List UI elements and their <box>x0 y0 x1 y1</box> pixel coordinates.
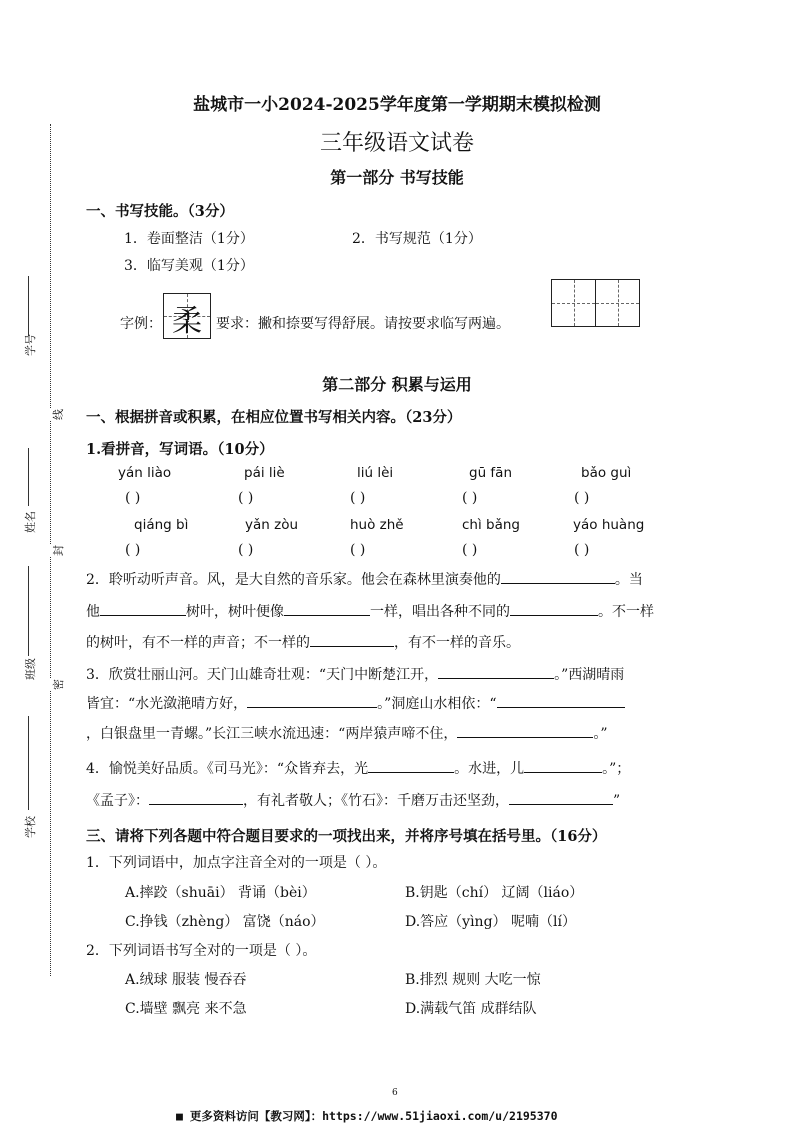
class-label: 班级 <box>24 658 37 680</box>
example-char: 柔 <box>172 304 202 339</box>
answer-paren-3[interactable]: ( ) <box>350 490 366 506</box>
answer-paren-7[interactable]: ( ) <box>238 542 254 558</box>
part2-title: 第二部分 积累与运用 <box>322 375 472 394</box>
mc2-option-d[interactable]: D.满载气笛 成群结队 <box>405 1001 537 1017</box>
writing-item-1: 1．卷面整洁（1分） <box>124 231 254 247</box>
q2-blank-5[interactable] <box>310 632 394 647</box>
answer-paren-5[interactable]: ( ) <box>574 490 590 506</box>
pinyin-6: qiáng bì <box>134 517 189 533</box>
q3-line-1: 3．欣赏壮丽山河。天门山雄奇壮观：“天门中断楚江开， 。”西湖晴雨 <box>86 664 624 684</box>
q3-blank-1[interactable] <box>438 664 554 679</box>
pinyin-3: liú lèi <box>357 465 394 481</box>
gutter-secret-mark: 密 <box>52 679 65 690</box>
answer-paren-2[interactable]: ( ) <box>238 490 254 506</box>
q3-line-3: ，白银盘里一青螺。”长江三峡水流迅速：“两岸猿声啼不住， 。” <box>86 723 608 743</box>
gutter-seal-mark: 封 <box>52 545 65 556</box>
q4-blank-3[interactable] <box>149 790 243 805</box>
copy-requirement: 要求：撇和捺要写得舒展。请按要求临写两遍。 <box>216 316 510 332</box>
q2-line-2: 他 树叶，树叶便像 一样，唱出各种不同的 。不一样 <box>86 601 654 621</box>
q3-blank-3[interactable] <box>497 693 625 708</box>
writing-item-2: 2．书写规范（1分） <box>352 231 482 247</box>
answer-paren-9[interactable]: ( ) <box>462 542 478 558</box>
school-blank[interactable] <box>28 716 29 810</box>
q4-blank-4[interactable] <box>509 790 613 805</box>
q2-blank-2[interactable] <box>100 601 186 616</box>
mc1-option-c[interactable]: C.挣钱（zhèng） 富饶（náo） <box>125 914 325 930</box>
page-number: 6 <box>392 1088 398 1098</box>
pinyin-8: huò zhě <box>350 517 404 533</box>
part1-section-title: 一、书写技能。（3分） <box>86 203 234 220</box>
q2-line-1: 2．聆听动听声音。风，是大自然的音乐家。他会在森林里演奏他的 。当 <box>86 569 643 589</box>
q4-blank-2[interactable] <box>524 758 602 773</box>
mc2-option-b[interactable]: B.排烈 规则 大吃一惊 <box>405 972 541 988</box>
q3-line-2: 皆宜：“水光潋滟晴方好， 。”洞庭山水相依：“ <box>86 693 625 713</box>
part2-section-title: 一、根据拼音或积累，在相应位置书写相关内容。（23分） <box>86 409 462 426</box>
pinyin-4: gū fān <box>469 465 512 481</box>
name-label: 姓名 <box>24 511 37 533</box>
q4-line-2: 《孟子》： ，有礼者敬人；《竹石》：千磨万击还坚劲， ” <box>86 790 620 810</box>
mc2-stem: 2．下列词语书写全对的一项是（ ）。 <box>86 943 317 959</box>
answer-paren-6[interactable]: ( ) <box>125 542 141 558</box>
q2-line-3: 的树叶，有不一样的声音；不一样的 ，有不一样的音乐。 <box>86 632 520 652</box>
writing-item-3: 3．临写美观（1分） <box>124 258 254 274</box>
school-label: 学校 <box>24 816 37 838</box>
answer-paren-10[interactable]: ( ) <box>574 542 590 558</box>
mc1-option-a[interactable]: A.摔跤（shuāi） 背诵（bèi） <box>125 885 316 901</box>
q3-blank-4[interactable] <box>457 723 593 738</box>
q4-blank-1[interactable] <box>368 758 454 773</box>
part2-section3-title: 三、请将下列各题中符合题目要求的一项找出来，并将序号填在括号里。（16分） <box>86 828 607 845</box>
pinyin-9: chì bǎng <box>462 517 520 533</box>
q2-blank-4[interactable] <box>510 601 598 616</box>
q4-line-1: 4．愉悦美好品质。《司马光》：“众皆弃去，光 。水进，儿 。”； <box>86 758 630 778</box>
mc2-option-a[interactable]: A.绒球 服装 慢吞吞 <box>125 972 247 988</box>
student-id-label: 学号 <box>24 334 37 356</box>
mc1-option-d[interactable]: D.答应（yìng） 呢喃（lí） <box>405 914 576 930</box>
gutter-line-mark: 线 <box>52 409 65 420</box>
pinyin-1: yán liào <box>118 465 172 481</box>
student-id-blank[interactable] <box>28 276 29 336</box>
copy-practice-grid[interactable] <box>551 279 640 327</box>
mc1-stem: 1．下列词语中，加点字注音全对的一项是（ ）。 <box>86 855 387 871</box>
pinyin-2: pái liè <box>244 465 285 481</box>
exam-subtitle: 三年级语文试卷 <box>319 131 474 156</box>
pinyin-10: yáo huàng <box>573 517 645 533</box>
example-label: 字例： <box>120 316 162 332</box>
practice-cell-2[interactable] <box>595 280 639 326</box>
mc2-option-c[interactable]: C.墙壁 飘亮 来不急 <box>125 1001 247 1017</box>
pinyin-5: bǎo guì <box>581 465 632 481</box>
footer-link[interactable]: ■ 更多资料访问【教习网】：https://www.51jiaoxi.com/u/2195370 <box>176 1109 558 1123</box>
answer-paren-1[interactable]: ( ) <box>125 490 141 506</box>
pinyin-question-title: 1.看拼音，写词语。（10分） <box>86 441 274 458</box>
example-char-box <box>163 293 211 339</box>
exam-title: 盐城市一小2024-2025学年度第一学期期末模拟检测 <box>193 95 601 115</box>
answer-paren-4[interactable]: ( ) <box>462 490 478 506</box>
name-blank[interactable] <box>28 448 29 506</box>
q3-blank-2[interactable] <box>247 693 377 708</box>
answer-paren-8[interactable]: ( ) <box>350 542 366 558</box>
part1-title: 第一部分 书写技能 <box>330 168 464 187</box>
pinyin-7: yǎn zòu <box>245 517 299 533</box>
class-blank[interactable] <box>28 566 29 656</box>
q2-blank-3[interactable] <box>284 601 370 616</box>
mc1-option-b[interactable]: B.钥匙（chí） 辽阔（liáo） <box>405 885 584 901</box>
q2-blank-1[interactable] <box>501 569 615 584</box>
practice-cell-1[interactable] <box>552 280 595 326</box>
